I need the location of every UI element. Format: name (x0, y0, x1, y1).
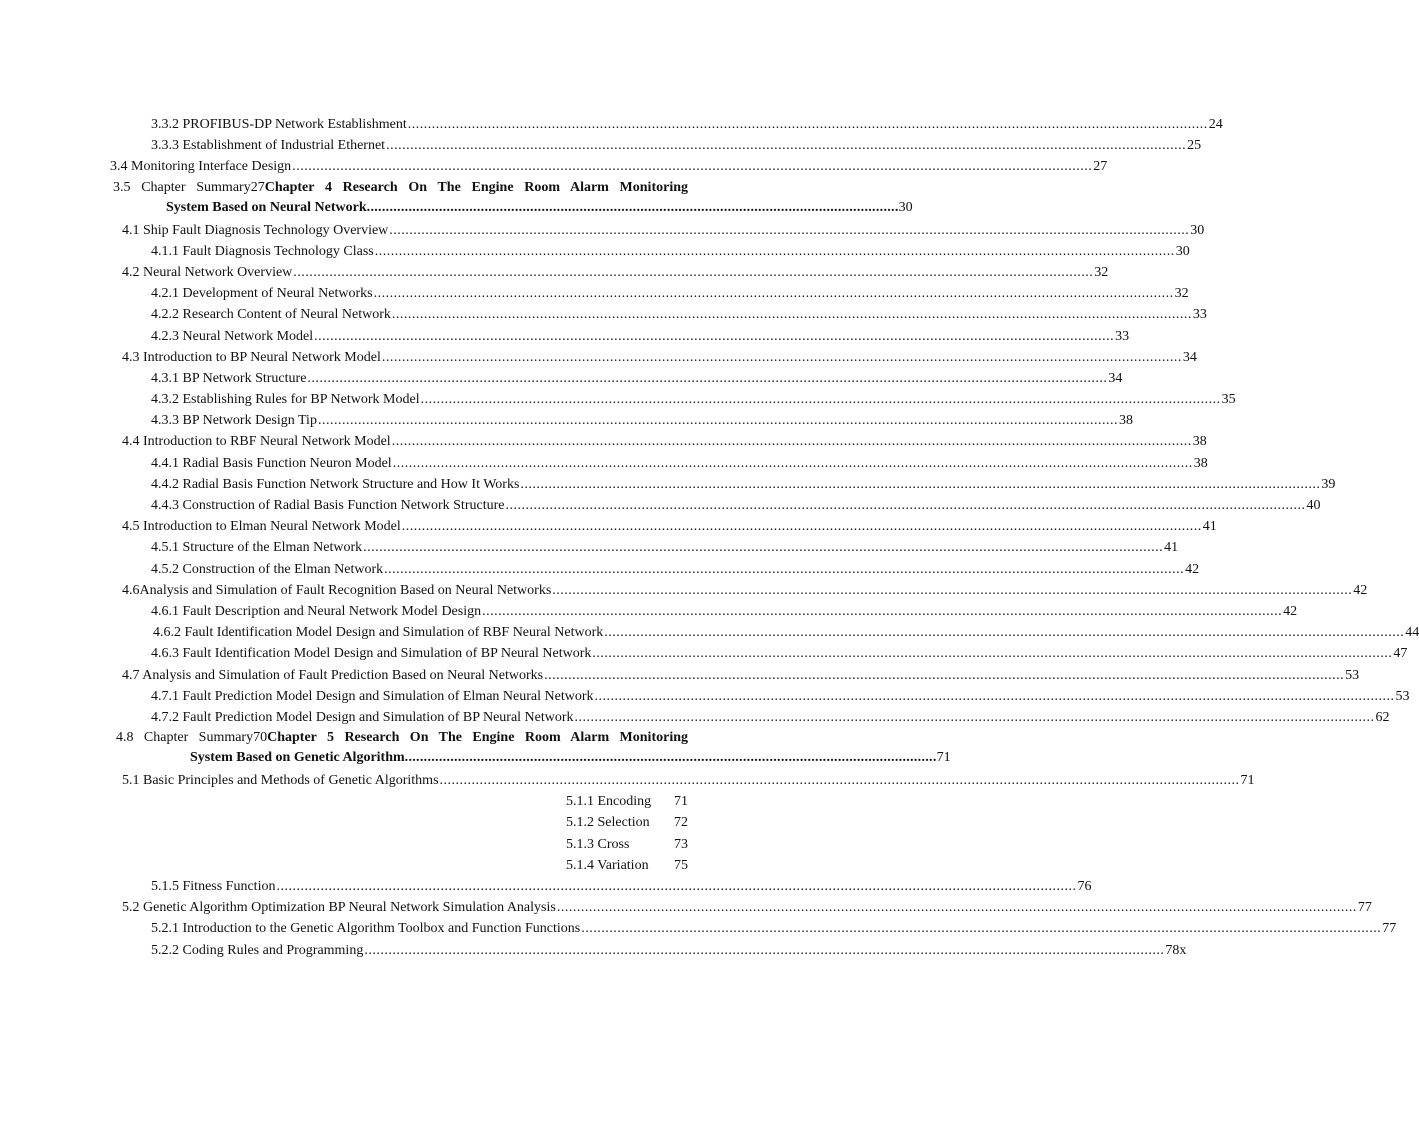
toc-row (0, 326, 1130, 347)
toc-row (0, 431, 1207, 452)
toc-title: 4.3.1 BP Network Structure (151, 370, 307, 386)
toc-row (0, 283, 1189, 304)
toc-page: 38 (1118, 413, 1133, 429)
toc-entry[interactable] (151, 559, 1200, 580)
toc-leader (374, 283, 1174, 304)
toc-leader (440, 770, 1240, 791)
toc-page: 72 (674, 815, 688, 831)
toc-page: 40 (1306, 498, 1321, 513)
toc-title: 5.2 Genetic Algorithm Optimization BP Neural Network Simulation Analysis (122, 900, 556, 916)
toc-leader (482, 601, 1282, 622)
toc-leader (363, 537, 1163, 558)
toc-title: 3.5 Chapter Summary27 (113, 179, 265, 195)
toc-page: 76 (1077, 879, 1092, 894)
toc-leader (276, 876, 1076, 897)
toc-title: 4.7.2 Fault Prediction Model Design and Simulation of BP Neural Network (151, 709, 574, 725)
toc-title: 4.4.2 Radial Basis Function Network Structure and How It Works (151, 476, 520, 492)
toc-page: 34 (1182, 349, 1197, 365)
toc-leader (318, 410, 1118, 431)
toc-entry[interactable] (122, 220, 1205, 241)
toc-leader (557, 897, 1357, 918)
toc-page: 75 (674, 857, 688, 873)
toc-row (0, 940, 1187, 961)
toc-entry[interactable] (122, 665, 1360, 686)
toc-leader (293, 262, 1093, 283)
toc-row-chapter (0, 178, 913, 220)
toc-leader (594, 686, 1394, 707)
toc-leader (544, 665, 1344, 686)
toc-leader (307, 368, 1107, 389)
toc-leader (581, 918, 1381, 939)
toc-row (0, 410, 1133, 431)
toc-leader: ............................................................................................................................................ (404, 750, 937, 766)
toc-page: 33 (1192, 307, 1207, 323)
toc-entry[interactable] (122, 431, 1207, 452)
toc-title: 4.5.2 Construction of the Elman Network (151, 561, 384, 577)
toc-page: 71 (674, 794, 688, 810)
toc-row (0, 876, 1092, 897)
toc-row (0, 474, 1336, 495)
toc-page: 42 (1185, 561, 1200, 577)
toc-page: 78x (1165, 942, 1187, 958)
toc-page: 33 (1115, 328, 1130, 344)
toc-row (0, 918, 1397, 939)
toc-title: 4.6.1 Fault Description and Neural Network Model Design (151, 603, 482, 619)
toc-title: 4.5.1 Structure of the Elman Network (151, 540, 363, 556)
toc-leader (364, 940, 1164, 961)
toc-page: 42 (1283, 603, 1298, 619)
toc-row (0, 156, 1108, 177)
toc-title: 3.3.2 PROFIBUS-DP Network Establishment (151, 117, 407, 132)
toc-row (0, 580, 1368, 601)
toc-leader (421, 389, 1221, 410)
toc-row-chapter (0, 728, 951, 770)
toc-title: 4.1 Ship Fault Diagnosis Technology Overview (122, 222, 389, 238)
toc-entry-chapter-line[interactable] (113, 178, 688, 198)
toc-title: 4.4 Introduction to RBF Neural Network Model (122, 434, 391, 450)
toc-page: 32 (1094, 264, 1109, 280)
toc-row (0, 368, 1123, 389)
toc-title: 3.4 Monitoring Interface Design (110, 159, 292, 175)
toc-page: 53 (1345, 667, 1360, 683)
toc-title: 4.7 Analysis and Simulation of Fault Prediction Based on Neural Networks (122, 667, 544, 683)
toc-leader (292, 156, 1092, 177)
toc-title: 5.1.4 Variation (566, 857, 649, 873)
toc-row (0, 241, 1190, 262)
toc-row (0, 220, 1205, 241)
toc-entry-chapter-line[interactable] (116, 728, 688, 748)
toc-entry[interactable] (151, 643, 1408, 664)
toc-title: 4.1.1 Fault Diagnosis Technology Class (151, 243, 374, 259)
toc-title: 4.4.3 Construction of Radial Basis Function Network Structure (151, 498, 505, 513)
toc-row (0, 516, 1217, 537)
table-of-contents (0, 114, 1419, 961)
toc-entry[interactable] (122, 580, 1368, 601)
toc-row (0, 262, 1109, 283)
toc-entry[interactable] (151, 135, 1202, 156)
toc-title: 4.5 Introduction to Elman Neural Network Model (122, 519, 401, 535)
toc-title: 4.2 Neural Network Overview (122, 264, 293, 280)
toc-leader (392, 431, 1192, 452)
toc-page: 35 (1221, 392, 1236, 408)
toc-entry[interactable] (151, 368, 1123, 389)
toc-page: 77 (1382, 921, 1397, 937)
toc-page: 30 (1190, 222, 1205, 238)
toc-entry[interactable] (151, 304, 1207, 325)
toc-page: 41 (1164, 540, 1179, 556)
toc-title: 4.6.3 Fault Identification Model Design and Simulation of BP Neural Network (151, 646, 592, 662)
toc-page: 34 (1108, 370, 1123, 386)
toc-entry[interactable] (122, 897, 1372, 918)
toc-entry[interactable] (153, 622, 1419, 643)
toc-entry[interactable] (151, 326, 1130, 347)
chapter-heading: System Based on Neural Network (166, 199, 367, 215)
toc-row (0, 601, 1298, 622)
toc-title: 4.7.1 Fault Prediction Model Design and Simulation of Elman Neural Network (151, 688, 594, 704)
toc-page: 30 (898, 199, 913, 215)
toc-page: 25 (1187, 138, 1202, 154)
toc-entry-chapter-continuation[interactable] (190, 748, 951, 768)
toc-page: 77 (1357, 900, 1372, 916)
toc-row (0, 495, 1321, 516)
toc-page: 39 (1321, 476, 1336, 492)
toc-title: 4.3 Introduction to BP Neural Network Model (122, 349, 381, 365)
chapter-heading: System Based on Genetic Algorithm (190, 750, 405, 766)
toc-title: 4.3.3 BP Network Design Tip (151, 413, 317, 429)
toc-leader (604, 622, 1404, 643)
toc-entry[interactable] (151, 876, 1092, 897)
toc-title: 4.4.1 Radial Basis Function Neuron Model (151, 455, 392, 471)
toc-leader (314, 326, 1114, 347)
toc-entry[interactable] (151, 495, 1321, 516)
toc-leader (392, 304, 1192, 325)
toc-leader (592, 643, 1392, 664)
toc-leader (384, 559, 1184, 580)
toc-entry[interactable] (151, 241, 1190, 262)
toc-entry[interactable] (151, 537, 1179, 558)
toc-row (0, 304, 1207, 325)
toc-title: 4.2.2 Research Content of Neural Network (151, 307, 391, 323)
toc-title: 5.1.2 Selection (566, 815, 650, 831)
toc-title: 3.3.3 Establishment of Industrial Ethernet (151, 138, 386, 154)
toc-entry[interactable] (122, 262, 1109, 283)
toc-title: 5.1.3 Cross (566, 836, 630, 852)
toc-leader (393, 453, 1193, 474)
toc-entry[interactable] (151, 686, 1410, 707)
toc-title: 5.2.1 Introduction to the Genetic Algorithm Toolbox and Function Functions (151, 921, 581, 937)
toc-page: 24 (1208, 117, 1223, 132)
toc-row-short[interactable] (0, 812, 794, 833)
toc-leader (402, 516, 1202, 537)
toc-row (0, 770, 1255, 791)
toc-page: 62 (1375, 709, 1390, 725)
toc-row (0, 897, 1372, 918)
toc-entry-chapter-continuation[interactable] (166, 198, 913, 218)
toc-row-short[interactable] (0, 791, 794, 812)
toc-leader (386, 135, 1186, 156)
toc-leader (408, 114, 1208, 135)
toc-page: 27 (1093, 159, 1108, 175)
toc-leader: ............................................................................................................................................ (366, 199, 899, 215)
toc-title: 4.3.2 Establishing Rules for BP Network Model (151, 392, 420, 408)
toc-entry[interactable] (122, 770, 1255, 791)
toc-leader (520, 474, 1320, 495)
toc-entry[interactable] (151, 114, 1223, 135)
toc-row (0, 622, 1419, 643)
toc-row (0, 453, 1208, 474)
toc-title: 4.6Analysis and Simulation of Fault Recognition Based on Neural Networks (122, 582, 552, 598)
toc-row (0, 114, 1223, 135)
toc-row (0, 643, 1408, 664)
toc-title: 4.6.2 Fault Identification Model Design and Simulation of RBF Neural Network (153, 625, 604, 641)
toc-entry[interactable] (122, 347, 1197, 368)
toc-entry[interactable] (151, 283, 1189, 304)
toc-page: 42 (1353, 582, 1368, 598)
toc-page: 47 (1393, 646, 1408, 662)
toc-row (0, 665, 1360, 686)
toc-title: 5.1 Basic Principles and Methods of Genetic Algorithms (122, 773, 439, 789)
chapter-heading: Chapter 5 Research On The Engine Room Alarm Monitoring (267, 730, 688, 746)
toc-row (0, 686, 1410, 707)
toc-row-short[interactable] (0, 855, 794, 876)
toc-page: 73 (674, 836, 688, 852)
toc-title: 4.2.1 Development of Neural Networks (151, 286, 373, 302)
toc-entry[interactable] (151, 453, 1208, 474)
toc-page: 71 (936, 750, 951, 766)
toc-leader (552, 580, 1352, 601)
toc-row (0, 389, 1236, 410)
toc-entry[interactable] (122, 516, 1217, 537)
toc-title: 4.2.3 Neural Network Model (151, 328, 314, 344)
toc-leader (389, 220, 1189, 241)
toc-title: 5.1.5 Fitness Function (151, 879, 276, 894)
toc-page: 41 (1202, 519, 1217, 535)
toc-entry[interactable] (151, 940, 1187, 961)
toc-leader (375, 241, 1175, 262)
toc-entry[interactable] (110, 156, 1108, 177)
toc-entry[interactable] (151, 474, 1336, 495)
toc-title: 5.1.1 Encoding (566, 794, 652, 810)
toc-row (0, 135, 1202, 156)
chapter-heading: Chapter 4 Research On The Engine Room Alarm Monitoring (264, 179, 688, 195)
toc-title: 5.2.2 Coding Rules and Programming (151, 942, 364, 958)
toc-entry[interactable] (151, 601, 1298, 622)
toc-row (0, 537, 1179, 558)
toc-row-short[interactable] (0, 834, 794, 855)
toc-page: 44 (1405, 625, 1419, 641)
toc-entry[interactable] (151, 707, 1390, 728)
toc-entry[interactable] (151, 918, 1397, 939)
toc-row (0, 347, 1197, 368)
toc-row (0, 707, 1390, 728)
toc-entry[interactable] (151, 410, 1133, 431)
toc-row (0, 559, 1200, 580)
toc-page: 38 (1193, 455, 1208, 471)
toc-page: 32 (1174, 286, 1189, 302)
toc-leader (382, 347, 1182, 368)
toc-leader (505, 495, 1305, 516)
toc-entry[interactable] (151, 389, 1236, 410)
toc-page: 53 (1395, 688, 1410, 704)
toc-page: 30 (1175, 243, 1190, 259)
toc-page: 71 (1240, 773, 1255, 789)
toc-leader (575, 707, 1375, 728)
toc-title: 4.8 Chapter Summary70 (116, 730, 268, 746)
toc-page: 38 (1192, 434, 1207, 450)
